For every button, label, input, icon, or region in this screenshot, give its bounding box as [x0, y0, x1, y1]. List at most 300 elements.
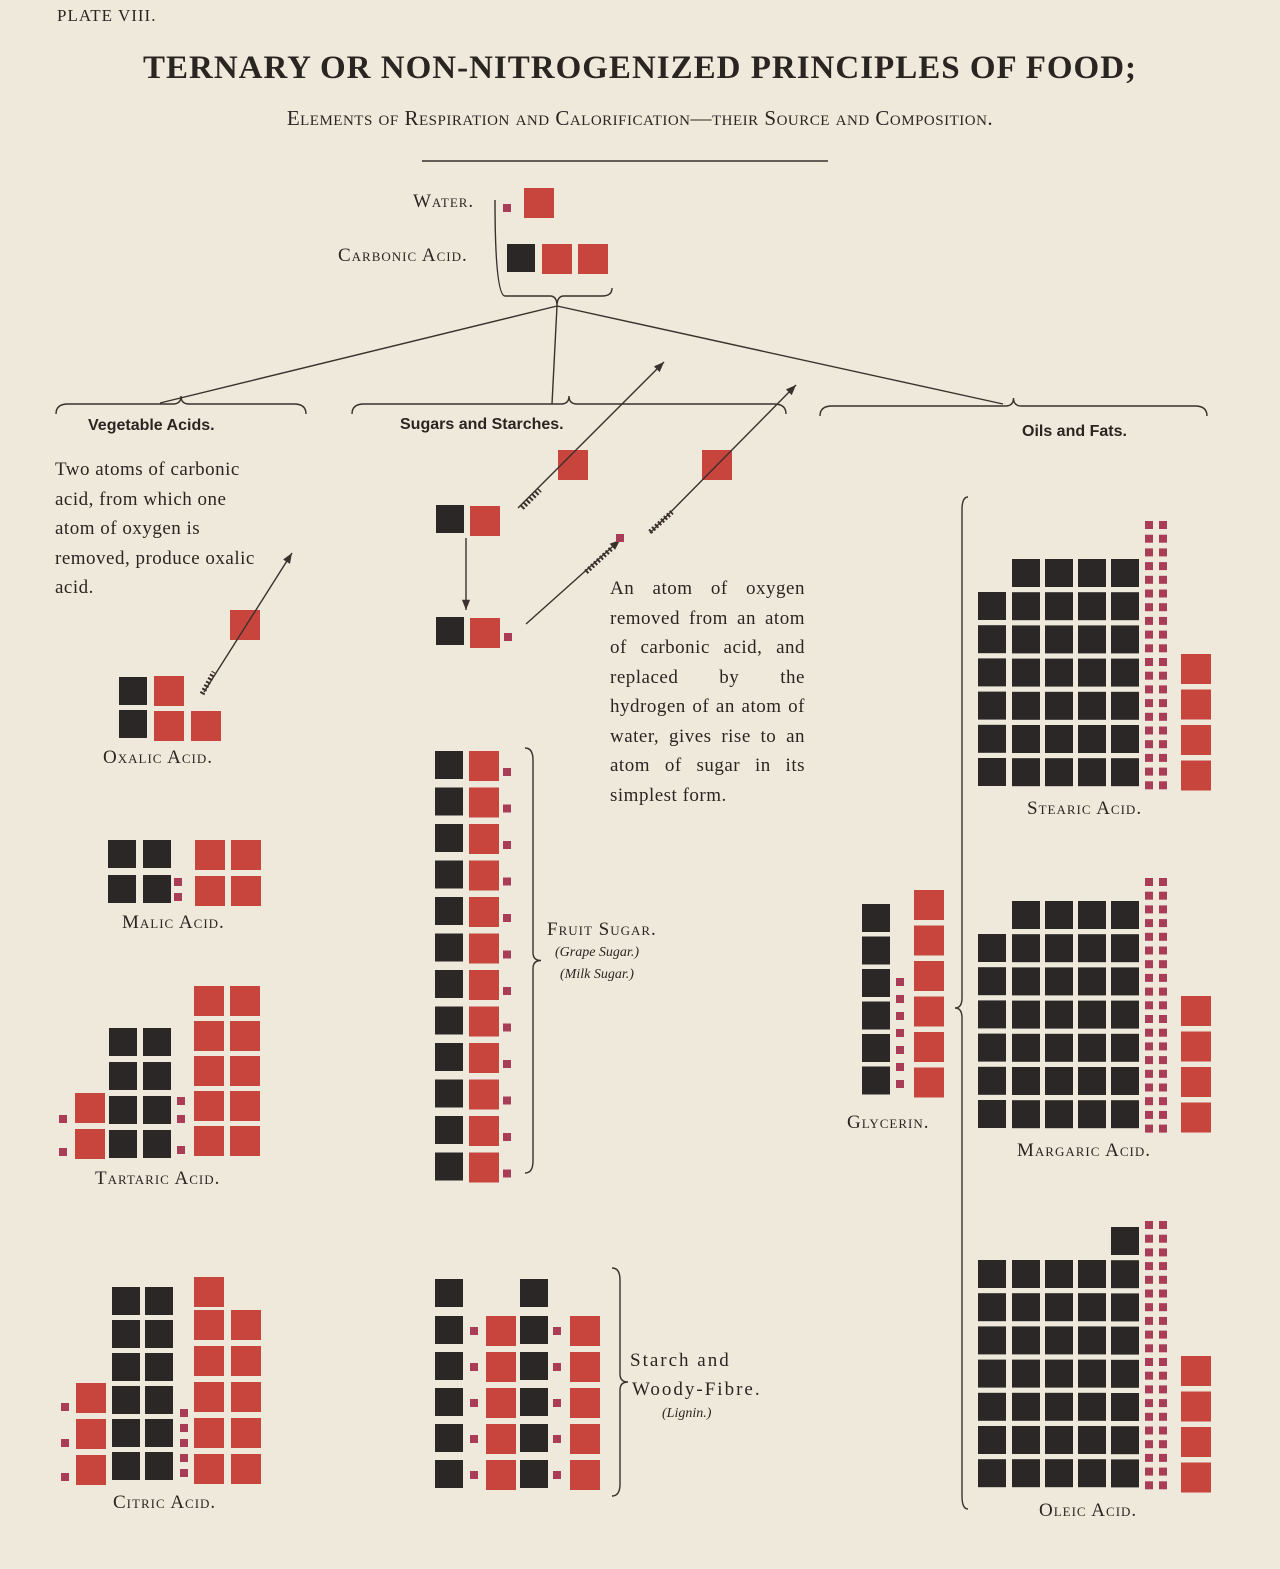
carbon-atom: [1012, 1260, 1040, 1288]
carbon-atom: [520, 1388, 548, 1416]
oxygen-atom: [524, 188, 554, 218]
hydrogen-atom: [1159, 576, 1167, 584]
hydrogen-atom: [553, 1435, 561, 1443]
carbon-atom: [1045, 1260, 1073, 1288]
carbon-atom: [435, 1424, 463, 1452]
oxygen-atom: [1181, 1067, 1211, 1097]
oxygen-atom: [194, 1021, 224, 1051]
line-to-vegetable-acids: [160, 306, 557, 403]
oxygen-arrow-1: [518, 362, 664, 508]
plate-label: PLATE VIII.: [57, 6, 157, 25]
hydrogen-atom: [1145, 1248, 1153, 1256]
oxygen-atom: [231, 840, 261, 870]
carbon-atom: [1111, 559, 1139, 587]
oxygen-atom: [1181, 1032, 1211, 1062]
carbon-atom: [1078, 1426, 1106, 1454]
hydrogen-atom: [177, 1097, 185, 1105]
carbon-atom: [435, 1043, 463, 1071]
carbon-atom: [1012, 592, 1040, 620]
carbon-atom: [978, 1067, 1006, 1095]
starch-brace: [612, 1268, 628, 1496]
hydrogen-atom: [1159, 1481, 1167, 1489]
hydrogen-atom: [174, 878, 182, 886]
hydrogen-atom: [503, 1097, 511, 1105]
oils-fats-brace: [820, 398, 1207, 416]
hydrogen-atom: [1159, 1468, 1167, 1476]
hydrogen-atom: [1145, 1084, 1153, 1092]
oxygen-atom: [1181, 690, 1211, 720]
carbon-atom: [1012, 692, 1040, 720]
carbon-atom: [1111, 1001, 1139, 1029]
hydrogen-atom: [1159, 1262, 1167, 1270]
oxygen-atom: [75, 1093, 105, 1123]
oxygen-atom: [578, 244, 608, 274]
oxygen-atom: [469, 1080, 499, 1110]
carbon-atom: [112, 1320, 140, 1348]
oxygen-atom: [469, 861, 499, 891]
hydrogen-atom: [1159, 768, 1167, 776]
carbon-atom: [1045, 559, 1073, 587]
carbon-atom: [1012, 1100, 1040, 1128]
carbon-atom: [109, 1130, 137, 1158]
carbon-atom: [436, 617, 464, 645]
hydrogen-atom: [1145, 1413, 1153, 1421]
hydrogen-atom: [503, 1133, 511, 1141]
hydrogen-atom: [1159, 562, 1167, 570]
oxygen-atom: [1181, 1356, 1211, 1386]
hydrogen-atom: [1159, 1290, 1167, 1298]
hydrogen-atom: [180, 1424, 188, 1432]
hydrogen-atom: [1159, 1042, 1167, 1050]
carbon-atom: [112, 1353, 140, 1381]
carbon-atom: [520, 1316, 548, 1344]
hydrogen-atom: [503, 841, 511, 849]
hydrogen-atom: [1159, 1303, 1167, 1311]
carbon-atom: [1111, 659, 1139, 687]
carbon-atom: [1012, 1426, 1040, 1454]
carbon-atom: [862, 1002, 890, 1030]
hydrogen-atom: [1159, 548, 1167, 556]
carbon-atom: [1012, 1459, 1040, 1487]
carbon-atom: [1012, 659, 1040, 687]
carbon-atom: [435, 824, 463, 852]
hydrogen-atom: [1159, 603, 1167, 611]
oxygen-atom: [194, 1277, 224, 1307]
hydrogen-atom: [1145, 1317, 1153, 1325]
vegetable-acids-heading: Vegetable Acids.: [88, 417, 215, 434]
hydrogen-atom: [1145, 947, 1153, 955]
oxygen-atom: [1181, 761, 1211, 791]
hydrogen-atom: [553, 1399, 561, 1407]
hydrogen-atom: [180, 1439, 188, 1447]
carbon-atom: [435, 897, 463, 925]
hydrogen-atom: [61, 1439, 69, 1447]
hydrogen-atom: [180, 1469, 188, 1477]
carbon-atom: [978, 758, 1006, 786]
carbon-atom: [145, 1320, 173, 1348]
carbon-atom: [978, 967, 1006, 995]
carbon-atom: [143, 840, 171, 868]
hydrogen-atom: [1145, 631, 1153, 639]
oxygen-atom: [1181, 1103, 1211, 1133]
oxygen-atom: [470, 506, 500, 536]
carbon-atom: [1045, 1360, 1073, 1388]
hydrogen-atom: [1145, 754, 1153, 762]
carbon-atom: [1078, 967, 1106, 995]
oxygen-atom: [194, 1310, 224, 1340]
hydrogen-atom: [1145, 658, 1153, 666]
carbon-atom: [1045, 625, 1073, 653]
carbon-atom: [1045, 758, 1073, 786]
carbon-atom: [507, 244, 535, 272]
carbon-atom: [435, 1007, 463, 1035]
hydrogen-atom: [1145, 919, 1153, 927]
oxygen-atom: [191, 711, 221, 741]
hydrogen-atom: [1145, 1358, 1153, 1366]
carbon-atom: [435, 1153, 463, 1181]
carbon-atom: [978, 592, 1006, 620]
carbon-atom: [1045, 692, 1073, 720]
hydrogen-atom: [896, 995, 904, 1003]
carbon-atom: [143, 1028, 171, 1056]
hydrogen-atom: [1145, 603, 1153, 611]
hydrogen-atom: [177, 1146, 185, 1154]
hydrogen-atom: [1145, 905, 1153, 913]
carbon-atom: [862, 1067, 890, 1095]
oxygen-atom: [469, 1153, 499, 1183]
oxygen-atom: [194, 1382, 224, 1412]
hydrogen-atom: [1159, 1358, 1167, 1366]
oxygen-atom: [230, 1056, 260, 1086]
sugars-starches-heading: Sugars and Starches.: [400, 416, 564, 433]
carbon-atom: [1012, 1326, 1040, 1354]
hydrogen-atom: [61, 1473, 69, 1481]
carbon-atom: [1012, 934, 1040, 962]
carbon-atom: [1045, 967, 1073, 995]
carbon-atom: [520, 1279, 548, 1307]
carbon-atom: [435, 934, 463, 962]
hydrogen-atom: [1159, 1248, 1167, 1256]
hydrogen-atom: [553, 1471, 561, 1479]
hydrogen-atom: [1145, 1070, 1153, 1078]
oxygen-atom: [194, 1056, 224, 1086]
carbon-atom: [978, 1000, 1006, 1028]
carbon-atom: [435, 788, 463, 816]
hydrogen-atom: [1145, 617, 1153, 625]
hydrogen-atom: [896, 978, 904, 986]
hydrogen-atom: [1145, 974, 1153, 982]
line-to-sugars: [552, 306, 557, 404]
carbon-atom: [108, 840, 136, 868]
hydrogen-atom: [1145, 1276, 1153, 1284]
oxygen-atom: [194, 986, 224, 1016]
hydrogen-atom: [1159, 960, 1167, 968]
oxygen-atom: [570, 1460, 600, 1490]
starch-label: Starch and: [630, 1350, 731, 1371]
oxygen-atom: [570, 1388, 600, 1418]
oxygen-atom: [469, 1007, 499, 1037]
carbon-atom: [112, 1419, 140, 1447]
carbon-atom: [1078, 692, 1106, 720]
hydrogen-atom: [1159, 1097, 1167, 1105]
oxygen-atom: [914, 926, 944, 956]
hydrogen-atom: [174, 893, 182, 901]
hydrogen-atom: [503, 768, 511, 776]
hydrogen-atom: [1145, 548, 1153, 556]
carbon-atom: [435, 1080, 463, 1108]
arrow-fletching: [202, 672, 214, 694]
down-arrow-head: [462, 600, 470, 610]
carbon-atom: [862, 1034, 890, 1062]
carbon-atom: [1012, 1067, 1040, 1095]
hydrogen-atom: [1145, 1001, 1153, 1009]
hydrogen-atom: [616, 534, 624, 542]
carbon-atom: [112, 1452, 140, 1480]
hydrogen-atom: [1145, 1427, 1153, 1435]
oxygen-atom: [230, 610, 260, 640]
hydrogen-atom: [1159, 1276, 1167, 1284]
hydrogen-atom: [1145, 713, 1153, 721]
carbon-atom: [1012, 1034, 1040, 1062]
carbon-atom: [435, 1279, 463, 1307]
hydrogen-atom: [1145, 576, 1153, 584]
tartaric-acid-label: Tartaric Acid.: [95, 1168, 221, 1189]
oxygen-atom: [231, 1382, 261, 1412]
hydrogen-atom: [1159, 1427, 1167, 1435]
carbon-atom: [1111, 1360, 1139, 1388]
hydrogen-atom: [1159, 590, 1167, 598]
hydrogen-atom: [470, 1471, 478, 1479]
hydrogen-atom: [1159, 781, 1167, 789]
hydrogen-atom: [1159, 919, 1167, 927]
carbon-atom: [978, 1260, 1006, 1288]
carbon-atom: [1111, 901, 1139, 929]
carbon-atom: [1045, 934, 1073, 962]
hydrogen-atom: [470, 1327, 478, 1335]
carbon-atom: [1111, 1459, 1139, 1487]
hydrogen-atom: [1145, 672, 1153, 680]
carbon-atom: [1078, 592, 1106, 620]
oxygen-atom: [1181, 725, 1211, 755]
hydrogen-atom: [59, 1148, 67, 1156]
hydrogen-atom: [1145, 1399, 1153, 1407]
hydrogen-atom: [1145, 1015, 1153, 1023]
hydrogen-atom: [1159, 1015, 1167, 1023]
hydrogen-atom: [1159, 644, 1167, 652]
oxygen-atom: [230, 1021, 260, 1051]
hydrogen-atom: [1159, 1029, 1167, 1037]
hydrogen-atom: [503, 914, 511, 922]
carbon-atom: [1045, 592, 1073, 620]
oxygen-atom: [194, 1418, 224, 1448]
carbon-atom: [862, 904, 890, 932]
carbon-atom: [978, 625, 1006, 653]
hydrogen-atom: [1145, 1290, 1153, 1298]
oxygen-atom: [469, 934, 499, 964]
carbon-atom: [978, 1360, 1006, 1388]
oxygen-atom: [1181, 1463, 1211, 1493]
hydrogen-atom: [1159, 1111, 1167, 1119]
oxygen-atom: [194, 1346, 224, 1376]
hydrogen-atom: [1159, 974, 1167, 982]
carbon-atom: [1045, 1293, 1073, 1321]
oxygen-atom: [76, 1419, 106, 1449]
hydrogen-atom: [1145, 933, 1153, 941]
oxygen-atom: [194, 1126, 224, 1156]
oxygen-atom: [231, 1346, 261, 1376]
oxygen-atom: [195, 840, 225, 870]
hydrogen-atom: [470, 1399, 478, 1407]
oxygen-atom: [486, 1388, 516, 1418]
oxygen-atom: [76, 1383, 106, 1413]
hydrogen-atom: [1145, 727, 1153, 735]
carbon-atom: [862, 969, 890, 997]
carbon-atom: [1012, 967, 1040, 995]
carbonic-acid-label: Carbonic Acid.: [338, 245, 468, 266]
carbon-atom: [436, 505, 464, 533]
carbon-atom: [1111, 1227, 1139, 1255]
carbon-atom: [112, 1287, 140, 1315]
oxygen-atom: [469, 824, 499, 854]
carbon-atom: [119, 677, 147, 705]
carbon-atom: [145, 1287, 173, 1315]
carbon-atom: [978, 1293, 1006, 1321]
glycerin-label: Glycerin.: [847, 1112, 930, 1133]
hydrogen-atom: [1159, 631, 1167, 639]
carbon-atom: [1111, 1100, 1139, 1128]
oxygen-atom: [542, 244, 572, 274]
fruit-sugar-brace: [525, 748, 541, 1173]
oxygen-atom: [570, 1424, 600, 1454]
hydrogen-atom: [1159, 1070, 1167, 1078]
arrow-fletching: [522, 490, 540, 508]
hydrogen-atom: [503, 878, 511, 886]
carbon-atom: [109, 1028, 137, 1056]
carbon-atom: [143, 1096, 171, 1124]
hydrogen-atom: [896, 1063, 904, 1071]
hydrogen-atom: [1159, 1221, 1167, 1229]
carbon-atom: [1111, 692, 1139, 720]
oxygen-atom: [914, 1032, 944, 1062]
hydrogen-atom: [1159, 535, 1167, 543]
oxygen-atom: [194, 1454, 224, 1484]
hydrogen-atom: [1145, 1344, 1153, 1352]
carbon-atom: [520, 1352, 548, 1380]
carbon-atom: [435, 751, 463, 779]
carbon-atom: [1012, 1360, 1040, 1388]
hydrogen-atom: [1159, 1331, 1167, 1339]
oxygen-atom: [1181, 1427, 1211, 1457]
hydrogen-atom: [180, 1454, 188, 1462]
hydrogen-atom: [896, 1046, 904, 1054]
oxygen-atom: [230, 1126, 260, 1156]
hydrogen-atom: [1145, 892, 1153, 900]
carbon-atom: [1078, 901, 1106, 929]
sugar-note: An atom of oxygen removed from an atom of carbonic acid, and replaced by the hydrogen of an atom of water, gives rise to an atom of sugar in its simplest form.: [610, 578, 805, 806]
hydrogen-atom: [180, 1409, 188, 1417]
hydrogen-atom: [1145, 535, 1153, 543]
hydrogen-atom: [503, 1060, 511, 1068]
hydrogen-atom: [1159, 740, 1167, 748]
hydrogen-atom: [1145, 1481, 1153, 1489]
oxygen-atom: [914, 890, 944, 920]
oxygen-atom: [914, 997, 944, 1027]
hydrogen-atom: [61, 1403, 69, 1411]
oxygen-atom: [154, 711, 184, 741]
hydrogen-atom: [1145, 1111, 1153, 1119]
hydrogen-atom: [503, 987, 511, 995]
oxygen-atom: [231, 1310, 261, 1340]
carbon-atom: [435, 861, 463, 889]
hydrogen-atom: [553, 1363, 561, 1371]
hydrogen-atom: [1159, 1125, 1167, 1133]
hydrogen-atom: [1159, 713, 1167, 721]
oxygen-atom: [469, 1116, 499, 1146]
carbon-atom: [978, 1426, 1006, 1454]
hydrogen-atom: [1159, 892, 1167, 900]
carbon-atom: [145, 1419, 173, 1447]
hydrogen-atom: [59, 1115, 67, 1123]
hydrogen-atom: [1145, 1468, 1153, 1476]
oxygen-atom: [570, 1352, 600, 1382]
carbon-atom: [145, 1353, 173, 1381]
line-to-oils: [557, 306, 1003, 404]
hydrogen-atom: [1159, 1001, 1167, 1009]
carbon-atom: [1078, 1360, 1106, 1388]
oxygen-atom: [469, 897, 499, 927]
hydrogen-atom: [1145, 1029, 1153, 1037]
oxygen-atom: [570, 1316, 600, 1346]
carbon-atom: [1012, 758, 1040, 786]
oxygen-atom: [231, 876, 261, 906]
carbon-atom: [862, 937, 890, 965]
hydrogen-atom: [1145, 699, 1153, 707]
hydrogen-atom: [503, 204, 511, 212]
hydrogen-atom: [503, 1170, 511, 1178]
carbon-atom: [109, 1096, 137, 1124]
water-label: Water.: [413, 191, 475, 212]
hydrogen-atom: [1159, 1413, 1167, 1421]
hydrogen-atom: [1145, 1056, 1153, 1064]
carbon-atom: [1012, 1001, 1040, 1029]
oils-fats-brace-vertical: [955, 497, 968, 1509]
carbon-atom: [143, 1130, 171, 1158]
oxalic-note: Two atoms of carbonic acid, from which one atom of oxygen is removed, produce oxalic acid.: [55, 459, 255, 598]
carbon-atom: [1078, 1393, 1106, 1421]
oxygen-atom: [914, 961, 944, 991]
oxygen-atom: [1181, 654, 1211, 684]
carbon-atom: [1111, 1034, 1139, 1062]
arrow-fletching: [586, 548, 612, 572]
hydrogen-atom: [1159, 947, 1167, 955]
oxygen-atom: [470, 618, 500, 648]
carbon-atom: [1045, 1459, 1073, 1487]
hydrogen-atom: [1145, 1372, 1153, 1380]
hydrogen-atom: [1145, 878, 1153, 886]
hydrogen-atom: [1145, 1440, 1153, 1448]
carbon-atom: [1045, 1393, 1073, 1421]
hydrogen-atom: [1145, 1331, 1153, 1339]
hydrogen-atom: [1145, 988, 1153, 996]
carbon-atom: [1045, 659, 1073, 687]
carbon-atom: [112, 1386, 140, 1414]
carbon-atom: [1078, 1459, 1106, 1487]
carbon-atom: [978, 658, 1006, 686]
carbon-atom: [1078, 1001, 1106, 1029]
hydrogen-atom: [1159, 699, 1167, 707]
carbon-atom: [978, 1100, 1006, 1128]
carbon-atom: [978, 1459, 1006, 1487]
